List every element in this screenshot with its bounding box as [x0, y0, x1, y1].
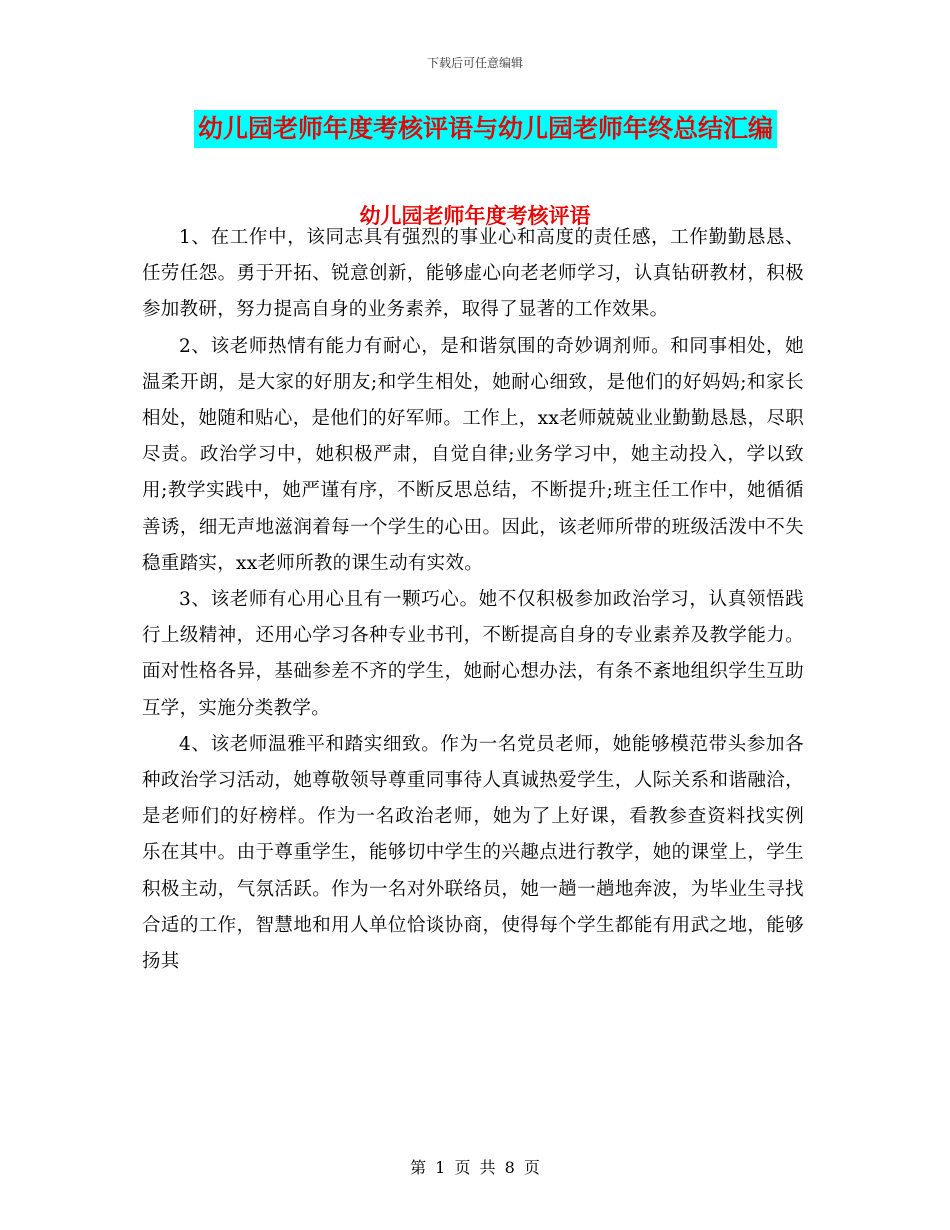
- header-note: 下载后可任意编辑: [426, 56, 523, 70]
- document-title: 幼儿园老师年度考核评语与幼儿园老师年终总结汇编: [194, 110, 777, 148]
- paragraph-4: 4、该老师温雅平和踏实细致。作为一名党员老师，她能够模范带头参加各种政治学习活动，她尊敬领导尊重同事待人真诚热爱学生，人际关系和谐融洽，是老师们的好榜样。作为一名政治老师，她为了上好课，看教参查资料找实例 乐在其中。由于尊重学生，能够切中学生的兴趣点进行教学，她的课堂上，学生积极主动，气氛活跃。作为一名对外联络员，她一趟一趟地奔波，为毕业生寻找合适的工作，智慧地和用人单位恰谈协商，使得每个学生都能有用武之地，能够扬其: [142, 733, 804, 973]
- page-footer: 第 1 页 共 8 页: [410, 1158, 540, 1177]
- paragraph-3: 3、该老师有心用心且有一颗巧心。她不仅积极参加政治学习，认真领悟践行上级精神，还用心学习各种专业书刊，不断提高自身的专业素养及教学能力。面对性格各异，基础参差不齐的学生，她耐心想办法，有条不紊地组织学生互助互学，实施分类教学。: [142, 589, 804, 719]
- paragraph-1: 1、在工作中，该同志具有强烈的事业心和高度的责任感，工作勤勤恳恳、任劳任怨。勇于开拓、锐意创新，能够虚心向老老师学习，认真钻研教材，积极参加教研，努力提高自身的业务素养，取得了显著的工作效果。: [142, 227, 804, 321]
- paragraph-2: 2、该老师热情有能力有耐心，是和谐氛围的奇妙调剂师。和同事相处，她温柔开朗，是大家的好朋友;和学生相处，她耐心细致，是他们的好妈妈;和家长相处，她随和贴心，是他们的好军师。工作上，xx老师兢兢业业勤勤恳恳，尽职尽责。政治学习中，她积极严肃，自觉自律;业务学习中，她主动投入，学以致用;教学实践中，她严谨有序，不断反思总结，不断提升;班主任工作中，她循循善诱，细无声地滋润着每一个学生的心田。因此，该老师所带的班级活泼中不失稳重踏实，xx老师所教的课生动有实效。: [142, 335, 804, 574]
- document-body: [142, 220, 804, 980]
- section-title: 幼儿园老师年度考核评语: [359, 204, 591, 228]
